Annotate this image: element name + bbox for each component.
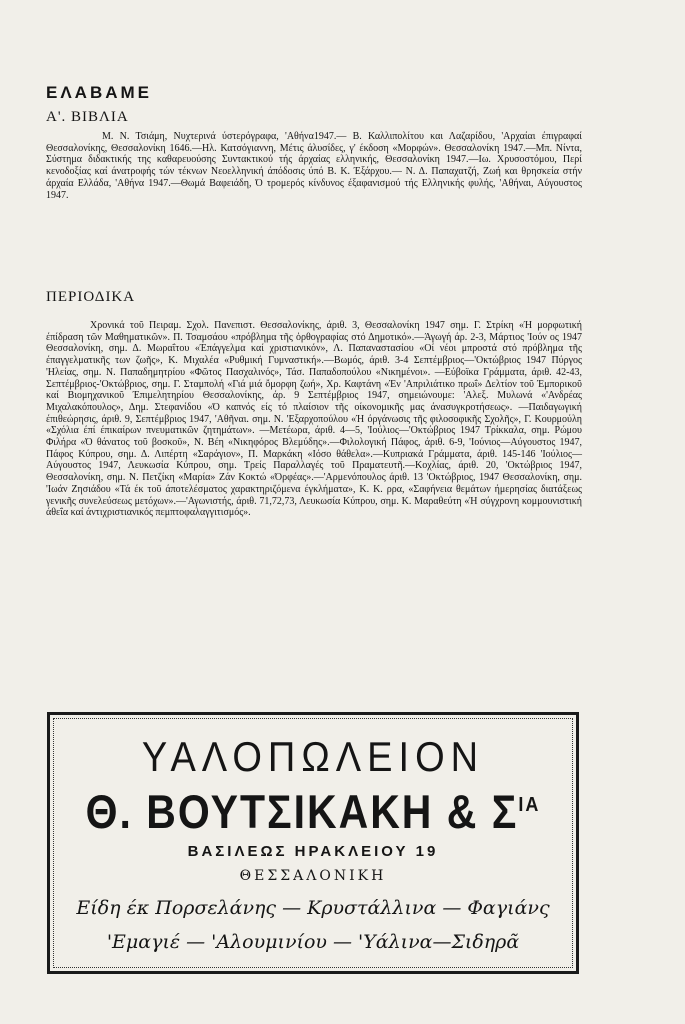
ad-company-name-main: Θ. ΒΟΥΤΣΙΚΑΚΗ & Σ (85, 785, 519, 839)
ad-address: ΒΑΣΙΛΕΩΣ ΗΡΑΚΛΕΙΟΥ 19 (187, 843, 439, 860)
ad-goods-line-2: 'Εμαγιέ — 'Αλουμινίου — 'Υάλινα—Σιδηρᾶ (106, 931, 520, 953)
ad-company-name (50, 785, 576, 839)
periodicals-list-paragraph: Χρονικά τοῦ Πειραμ. Σχολ. Πανεπιστ. Θεσσαλονίκης, άριθ. 3, Θεσσαλονίκη 1947 σημ. Γ. Στρίκη «Ή μορφωτική έπίδραση τῶν Μαθηματικῶν». Π. Τσαμσάου «πρόβλημα τῆς ὀρθογραφίας στό Δημοτικό».—Άγωγή άρ. 2-3, Μάρτιος 'Ιούν ος 1947 Θεσσαλονίκη, σημ. Δ. Μωραΐτου «Έπάγγελμα καί χριστιανικόν», Λ. Παπαναστασίου «Οί νέοι μπροστά στό πρόβλημα τῆς έπαγγελματικῆς των ζωῆς», Κ. Μιχαλέα «Ρυθμική Γυμναστική».—Βωμός, άριθ. 3-4 Σεπτέμβριος—'Οκτώβριος 1947 Πύργος 'Ηλείας, σημ. Ν. Παπαδημητρίου «Φῶτος Πασχαλινός», Τάσ. Παπαδοπούλου «Νικημένοι». —Εύβοϊκα Γράμματα, άριθ. 42-43, Σεπτέμβριος-'Οκτώβριος, σημ. Γ. Σταμπολή «Γιά μιά ὄμορφη ζωή», Χρ. Καφτάνη «Έν 'Απριλιάτικο πρωΐ» Δελτίον τοῦ Έμπορικοῦ καί Βιομηχανικοῦ Έπιμελητηρίου Θεσσαλονίκης, άρ. 9 Σεπτέμβριος 1947, σημειώνουμε: 'Αλεξ. Μυλωνά «'Ανδρέας Μιχαλακόπουλος», Δημ. Στεφανίδου «Ό καπνός είς τό πλαίσιον τῆς οίκονομικῆς μας άνασυγκροτήσεως». —Παιδαγωγική έπιθεώρησις, άριθ. 9, Σεπτέμβριος 1947, 'Αθῆναι. σημ. Ν. 'Εξαρχοπούλου «Ή όργάνωσις τῆς φιλοσοφικῆς Σχολῆς», Γ. Κουρμούλη «Σχόλια έπί έπικαίρων πνευματικῶν ζητημάτων». —Μετέωρα, άριθ. 4—5, 'Ιούλιος—'Οκτώβριος 1947 Τρίκκαλα, σημ. Ρώμου Φιλήρα «Ό θάνατος τοῦ βοσκοῦ», Ν. Βέη «Νικηφόρος Βλεμύδης».—Φιλολογική Πάφος, άριθ. 6-9, 'Ιούνιος—Αύγουστος 1947, Πάφος Κύπρου, σημ. Δ. Λιπέρτη «Σαράγιον», Π. Μαρκάκη «Ιόσο θάθελα».—Κυπριακά Γράμματα, άριθ. 145-146 'Ιούλιος—Αύγουστος 1947, Λευκωσία Κύπρου, σημ. Τρείς Παραλλαγές τοῦ Πραματευτῆ.—Κοχλίας, άριθ. 20, 'Οκτώβριος 1947, Θεσσαλονίκη, σημ. Ν. Πετζίκη «Μαρία» Ζάν Κοκτώ «Όρφέας».—'Αρμενόπουλος άριθ. 13 'Οκτώβριος, 1947 Θεσσαλονίκη, σημ. 'Ιωάν Ζησιάδου «Τά έκ τοῦ άποτελέσματος χαρακτηριζόμενα έγκλήματα», Κ. Κ. ρρα, «Σαφήνεια θεμάτων ήμερησίας διατάξεως γενικῆς συνελεύσεως μετόχων».—'Αγωνιστής, άριθ. 71,72,73, Λευκωσία Κύπρου, σημ. Κ. Μαραθεύτη «Ή σύγχρονη κομμουνιστική άθεΐα καί άντιχριστιανικός πεμπτοφαλαγγιτισμός». (46, 320, 582, 519)
books-list-paragraph: Μ. Ν. Τσιάμη, Νυχτερινά ύστερόγραφα, 'Αθήνα1947.— Β. Καλλιπολίτου και Λαζαρίδου, 'Αρχαίαι έπιγραφαί Θεσσαλονίκης, Θεσσαλονίκη 1646.—Ηλ. Κατσόγιαννη, Μέτις άλυσίδες, γ' έκδοση «Μορφών». Θεσσαλονίκη 1947.—Μπ. Νίντα, Σύστημα διδακτικής της καθαρευούσης Συντακτικού τής άρχαίας ελληνικής, Θεσσαλονίκη 1947.—Ιω. Χρυσοστόμου, Περί κενοδοξίας καί άνατροφής τών τέκνων Νεοελληνική άπόδοσις ύπό Β. Κ. Έξάρχου.— Ν. Δ. Παπαχατζή, Ζωή και θρησκεία στήν άρχαία Ελλάδα, 'Αθήνα 1947.—Θωμά Βαφειάδη, Ό τρομερός κίνδυνος έξαφανισμού τής Ελληνικής φυλής, 'Αθήναι, Αύγουστος 1947. (46, 131, 582, 201)
ad-company-name-suffix: ΙΑ (518, 792, 541, 816)
heading-books: Α'. ΒΙΒΛΙΑ (46, 109, 129, 125)
heading-received: ΕΛΑΒΑΜΕ (46, 83, 153, 102)
ad-goods-line-1: Είδη έκ Πορσελάνης — Κρυστάλλινα — Φαγιάνς (76, 897, 550, 919)
glassware-shop-advertisement (47, 712, 579, 974)
heading-periodicals: ΠΕΡΙΟΔΙΚΑ (46, 289, 136, 305)
ad-shop-type: ΥΑΛΟΠΩΛΕΙΟΝ (141, 734, 485, 782)
ad-city: ΘΕΣΣΑΛΟΝΙΚΗ (239, 868, 387, 884)
